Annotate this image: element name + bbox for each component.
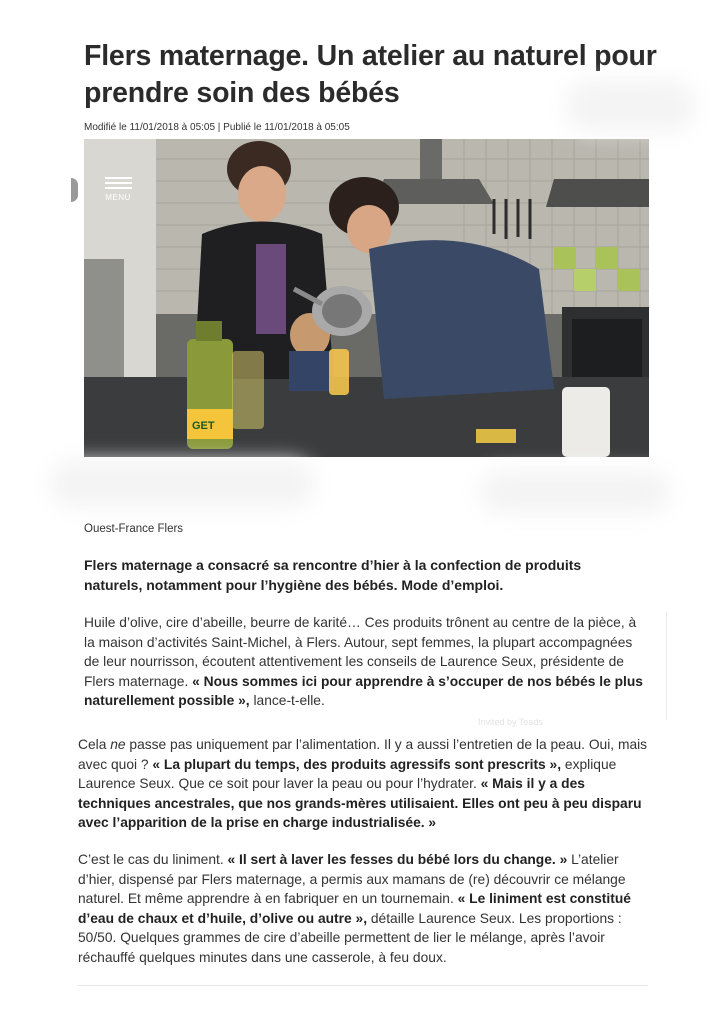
divider xyxy=(666,612,667,720)
article-photo xyxy=(84,139,649,457)
quote-text: « Mais il y a des techniques ancestrales, que nos grands-mères utilisaient. Elles ont peu à peu disparu avec l’apparition de la prise en charge industrialisée. » xyxy=(78,776,642,831)
emphasis-text: ne xyxy=(110,737,126,752)
paragraph-text: Cela xyxy=(78,737,111,752)
divider xyxy=(78,985,648,986)
bottle-label: GET xyxy=(192,420,215,432)
quote-text: « La plupart du temps, des produits agressifs sont prescrits », xyxy=(152,756,562,772)
menu-label: MENU xyxy=(105,193,131,202)
article-paragraph xyxy=(84,613,649,711)
paragraph-text: détaille Laurence Seux. Les proportions : 50/50. Quelques grammes de cire d’abeille permettent de lier le mélange, après l’avoir réchauffé quelques minutes dans une casserole, à feu doux. xyxy=(78,910,622,965)
article-source: Ouest-France Flers xyxy=(84,523,184,535)
hamburger-menu-icon xyxy=(105,187,132,189)
article-lead: Flers maternage a consacré sa rencontre d’hier à la confection de produits naturels, notamment pour l’hygiène des bébés. Mode d’emploi. xyxy=(84,557,582,593)
paragraph-text: lance-t-elle. xyxy=(249,693,325,709)
quote-text: « Il sert à laver les fesses du bébé lors du change. » xyxy=(227,852,568,867)
quote-text: « Nous sommes ici pour apprendre à s’occuper de nos bébés le plus naturellement possible », xyxy=(84,673,643,709)
blurred-overlay xyxy=(50,460,315,508)
blurred-overlay xyxy=(480,470,670,514)
quote-text: « Le liniment est constitué d’eau de chaux et d’huile, d’olive ou autre », xyxy=(78,891,631,926)
paragraph-text: explique Laurence Seux. Que ce soit pour laver la peau ou pour l’hydrater. xyxy=(78,756,617,792)
blurred-overlay xyxy=(565,80,695,132)
hamburger-menu-icon xyxy=(105,182,132,184)
article-paragraph xyxy=(78,850,653,968)
paragraph-text: L’atelier d’hier, dispensé par Flers maternage, a permis aux mamans de (re) découvrir ce mélange naturel. Et même apprendre à en fabriquer en un tournemain. xyxy=(78,852,626,907)
ad-caption: Invited by Teads xyxy=(478,717,543,727)
side-tab[interactable] xyxy=(71,178,78,202)
menu-button[interactable] xyxy=(103,177,133,207)
article-dates: Modifié le 11/01/2018 à 05:05 | Publié le 11/01/2018 à 05:05 xyxy=(84,122,350,133)
article-title: Flers maternage. Un atelier au naturel pour prendre soin des bébés xyxy=(84,40,657,109)
paragraph-text: passe pas uniquement par l’alimentation. Il y a aussi l’entretien de la peau. Oui, mais avec quoi ? xyxy=(78,737,648,772)
paragraph-text: Huile d’olive, cire d’abeille, beurre de karité… Ces produits trônent au centre de la pièce, à la maison d’activités Saint-Michel, à Flers. Autour, sept femmes, la plupart accompagnées de leur nourrisson, écoutent attentivement les conseils de Laurence Seux, présidente de Flers maternage. xyxy=(84,615,637,689)
article-paragraph xyxy=(78,735,653,833)
paragraph-text: C’est le cas du liniment. xyxy=(78,852,228,867)
hamburger-menu-icon xyxy=(105,177,132,179)
